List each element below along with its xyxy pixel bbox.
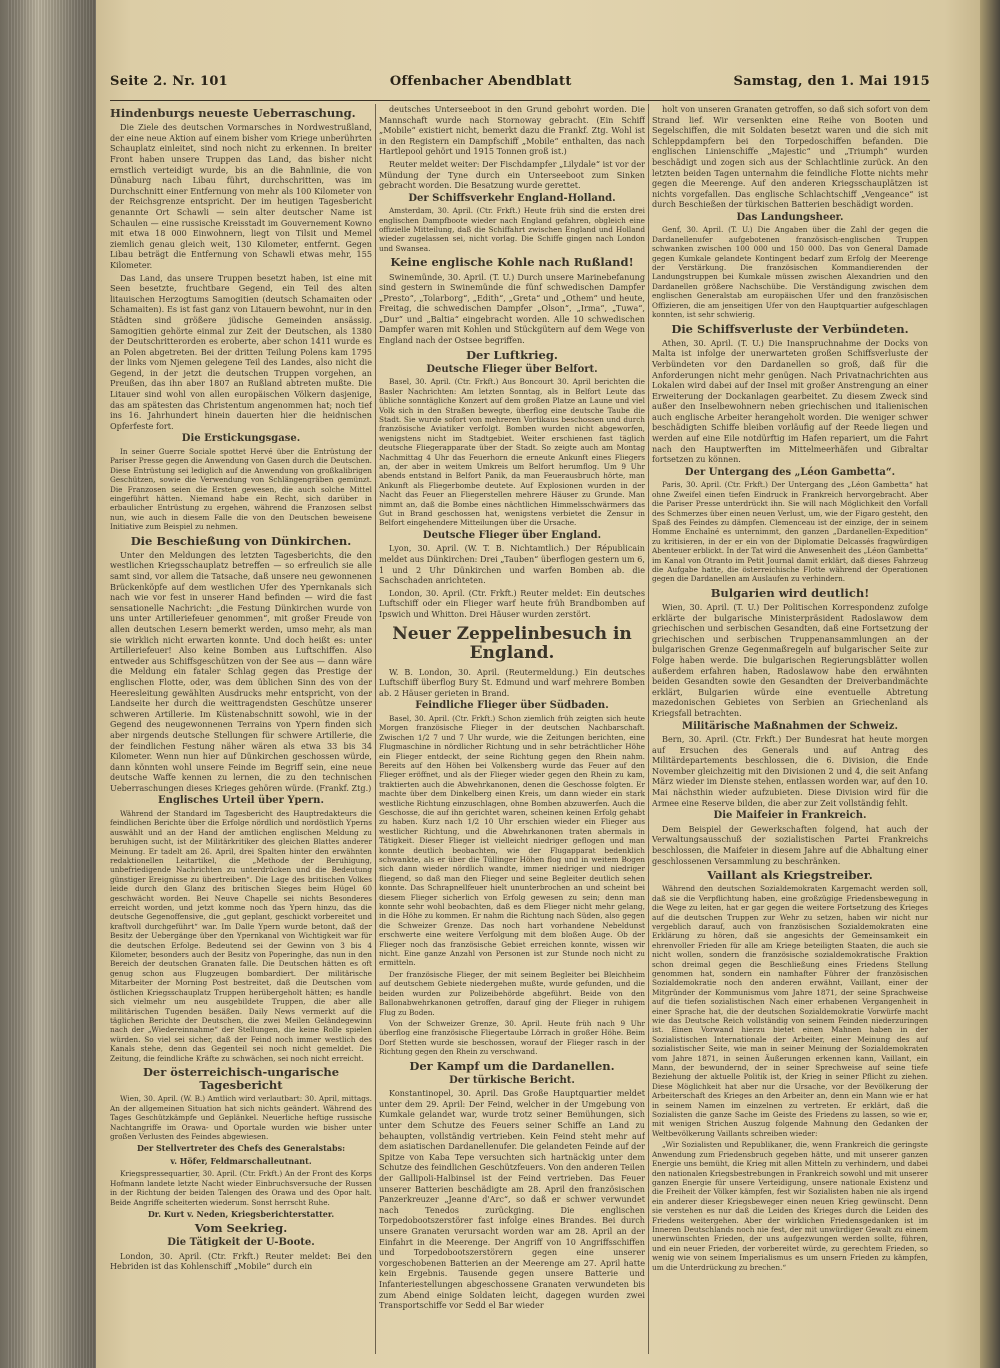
newspaper-page [96,0,980,1368]
book-binding [0,0,108,1368]
signature: Der Stellvertreter des Chefs des Generalstabs: [136,1143,346,1154]
article-paragraph: Basel, 30. April. (Ctr. Frkft.) Aus Boncourt 30. April berichten die Basler Nachrichten: Am letzten Sonntag, als in Belfort Leute das übliche sonntägliche Konzert auf dem großen Platze an Laune und viel Volk sich in den Straßen bewegte, überflog eine deutsche Taube die Stadt. Sie wurde sofort von mehreren Vortikaus beschossen und durch französische Aviatiker verfolgt. Bomben wurden nicht abgeworfen, wenigstens nicht im Stadtgebiet. Weiter erschienen fast täglich deutsche Fliegerapparate über der Stadt. So zeigte auch am Montag Nachmittag 4 Uhr das Feuerhorn die erneute Ankunft eines Fliegers an, der aber in weitem Umkreis um Belfort herumflog. Um 9 Uhr abends entstand in Belfort Panik, da man Feuerausbruch hörte, man Ankunft als Fliegerbombe deutete. Auf Explosionen wurden in der Nacht das Feuer an Fliegerstellen mehrere Häuser zu Grunde. Man nimmt an, daß die Bombe eines nächtlichen Himmelsschwärmers das Gut in Brand geschossen hat, wenigstens verbietet die Zensur in Belfort eingehendere Mitteilungen über die Ursache. [379,377,645,528]
article-paragraph: Das Land, das unsere Truppen besetzt haben, ist eine mit Seen besetzte, fruchtbare Gegend, ein Teil des alten litauischen Herzogtums Samogitien (deutsch Schamaiten oder Schamaiten). Es ist fast ganz von Litauern bewohnt, nur in den Städten sind größere jüdische Gemeinden ansässig. Samogitien gehörte einmal zur Zeit der Deutschen, als 1380 der Deutschritterorden es eroberte, aber schon 1411 wurde es an Polen abgetreten. Bei der dritten Teilung Polens kam 1795 der links vom Njemen gelegene Teil des Landes, also nicht die Gegend, in der jetzt die deutschen Truppen vorgehen, an Preußen, das ihn aber 1807 an Rußland abtreten mußte. Die Litauer sind wohl von allen europäischen Völkern dasjenige, das am spätesten das Christentum angenommen hat; noch tief ins 16. Jahrhundert hinein dauerten hier die heidnischen Opferfeste fort. [110,272,372,431]
article-paragraph: Unter den Meldungen des letzten Tagesberichts, die den westlichen Kriegsschauplatz betreffen — so erfreulich sie alle samt sind, vor allem die Tatsache, daß unsere neu gewonnenen Brückenköpfe auf dem westlichen Ufer des Ypernkanals sich nach wie vor fest in unserer Hand befinden — wird die fast sensationelle Nachricht: „die Festung Dünkirchen wurde von uns unter Artilleriefeuer genommen“, mit großer Freude von allen deutschen Lesern bemerkt werden, umso mehr, als man sie wirklich nicht erwarten konnte. Und doch heißt es: unter Artilleriefeuer! Also keine Bomben aus Luftschiffen. Also entweder aus Schiffsgeschützen von der See aus — dann wäre die Meldung ein fataler Schlag gegen das Prestige der englischen Flotte, oder, was dem üblichen Sinn des von der Heeresleitung gewählten Ausdrucks mehr entspricht, von der Landseite her durch die weittragendsten Geschütze unserer schweren Artillerie. Im Küstenabschnitt sowohl, wie in der Gegend des neugewonnenen Terrains von Ypern finden sich aber nirgends deutsche Stellungen für schwere Artillerie, die der feindlichen Festung näher wären als etwa 33 bis 34 Kilometer. Wenn nun hier auf Dünkirchen geschossen würde, dann könnten wohl unsere Feinde im Begriff sein, eine neue deutsche Waffe kennen zu lernen, die zu den technischen Ueberraschungen dieses Krieges gehören würde. (Frankf. Ztg.) [110,549,372,793]
article-paragraph: Reuter meldet weiter: Der Fischdampfer „Lilydale“ ist vor der Mündung der Tyne durch ein Unterseeboot zum Sinken gebracht worden. Die Besatzung wurde gerettet. [379,158,645,191]
article-paragraph: Basel, 30. April. (Ctr. Frkft.) Schon ziemlich früh zeigten sich heute Morgen französische Flieger in der deutschen Nachbarschaft. Zwischen 1/2 7 und 7 Uhr wurde, wie die Zeitungen berichten, eine Flugmaschine in nördlicher Richtung und in sehr beträchtlicher Höhe ein Flieger entdeckt, der seine Richtung gegen den Rhein nahm. Bereits auf den Höhen bei Volkensberg wurde das Feuer auf den Flieger eröffnet, und als der Flieger wieder gegen den Rhein zu kam, traktierten auch die Abwehrkanonen, denen die Geschosse folgten. Er machte über dem Dinkelberg einen Kreis, um dann wieder ein stark westliche Richtung einzuschlagen, ohne Bomben abzuwerfen. Auch die Geschosse, die auf ihn gerichtet waren, scheinen keinen Erfolg gehabt zu haben. Kurz nach 1/2 10 Uhr erschien wieder ein Flieger aus westlicher Richtung, und die Abwehrkanonen traten abermals in Tätigkeit. Dieser Flieger ist vielleicht niedriger geflogen und man konnte deutlich beobachten, wie der Flugapparat bedenklich schwankte, als er über die Tüllinger Höhen flog und in weitem Bogen sich dann wieder nördlich wandte, immer niedriger und niedriger fliegend, so daß man den Flieger und seine Begleiter deutlich sehen konnte. Das Schrapnellfeuer hielt ununterbrochen an und scheint bei diesem Flieger sicherlich von Erfolg gewesen zu sein; denn man konnte sehr wohl beobachten, daß es dem Flieger nicht mehr gelang, in die Höhe zu kommen. Er nahm die Richtung nach Süden, also gegen die Schweizer Grenze. Das noch hart vorhandene Nebeldunst erschwerte eine weitere Verfolgung mit dem bloßen Auge. Ob der Flieger noch das französische Gebiet erreichen konnte, wissen wir nicht. Eine ganze Anzahl von Personen ist zur Stunde noch nicht zu ermitteln. [379,713,645,968]
headline: Die Beschießung von Dünkirchen. [130,533,352,548]
page-number: Seite 2. Nr. 101 [110,74,229,89]
issue-date: Samstag, den 1. Mai 1915 [733,74,930,89]
headline: Vom Seekrieg. [194,1221,288,1236]
headline: Keine englische Kohle nach Rußland! [390,255,634,270]
headline: Der Luftkrieg. [466,347,558,362]
page-header [110,74,930,96]
article-paragraph: Bern, 30. April. (Ctr. Frkft.) Der Bundesrat hat heute morgen auf Ersuchen des Generals und auf Antrag des Militärdepartements beschlossen, die 6. Division, die Ende November gleichzeitig mit den Divisionen 2 und 4, die seit Anfang März wieder im Dienste stehen, entlassen worden war, auf den 10. Mai nächsthin wieder aufzubieten. Diese Division wird für die Armee eine Reserve bilden, die aber zur Zeit vollständig fehlt. [652,734,928,808]
column-2 [379,104,645,1354]
headline: Die Erstickungsgase. [181,433,301,445]
article-paragraph: Athen, 30. April. (T. U.) Die Inanspruchnahme der Docks von Malta ist infolge der unerwarteten großen Schiffsverluste der Verbündeten vor den Dardanellen so groß, daß für die Anforderungen nicht mehr genügen. Nach Privatnachrichten aus Lokalen wird dabei auf der Insel mit großer Anstrengung an einer Erweiterung der Dockanlagen gearbeitet. Zu diesem Zweck sind außer den Inselbewohnern neben griechischen und italienischen auch englische Arbeiter herangeholt worden. Die weniger schwer beschädigten Schiffe bleiben vorläufig auf der Reede liegen und werden auf eine Eile notdürftig im Hafen repariert, um die Fahrt nach den Hauptwerften im Mittelmeerhäfen und Gibraltar fortsetzen zu können. [652,337,928,465]
headline: Der Kampf um die Dardanellen. [409,1058,615,1073]
signature: v. Höfer, Feldmarschalleutnant. [170,1156,312,1167]
headline: Militärische Maßnahmen der Schweiz. [682,720,898,732]
article-paragraph: „Wir Sozialisten und Republikaner, die, wenn Frankreich die geringste Anwendung zum Friedensbruch gegeben hätte, und mit unserer ganzen Energie uns bemüht, die Krieg mit allen Mitteln zu verhindern, und dabei den nationalen Kriegsbestrebungen in Frankreich sowohl und mit unserer ganzen Energie für unsere Verteidigung, unsere nationale Existenz und die Freiheit der Völker kämpfen, fest wir Sozialisten haben nie als irgend ein anderer dieser Kriegsbeweger einen neuen Krieg gewünscht. Denn sie verstehen es nur daß die Leiden des Krieges durch die Leiden des Friedens weitergehen. Aber der wirklichen Friedensgedanken ist im Inneren Deutschlands noch nie fest, der mit unwürdiger Gewalt zu einem unerwünschten Frieden, der uns aufgezwungen werden sollte, führen, und ein neuer Frieden, der vorbereitet würde, zu gerechtem Frieden, so wenig wie von seinem Imperialismus es um unsern Frieden zu kämpfen, um die Unterdrückung zu brechen.“ [652,1140,928,1272]
headline: Englisches Urteil über Ypern. [158,795,324,807]
column-divider [375,104,376,1354]
article-paragraph: Von der Schweizer Grenze, 30. April. Heute früh nach 9 Uhr überflog eine französische Fliegertaube Lörrach in großer Höhe. Beim Dorf Stetten wurde sie beschossen, worauf der Flieger rasch in der Richtung gegen den Rhein zu verschwand. [379,1018,645,1057]
article-paragraph: London, 30. April. (Ctr. Frkft.) Reuter meldet: Ein deutsches Luftschiff oder ein Flieger warf heute früh Brandbomben auf Ipswich und Whitton. Drei Häuser wurden zerstört. [379,587,645,619]
article-paragraph: Dem Beispiel der Gewerkschaften folgend, hat auch der Verwaltungsausschuß der sozialistischen Partei Frankreichs beschlossen, die Maifeier in diesem Jahre auf die Abhaltung einer geschlossenen Versammlung zu beschränken. [652,823,928,866]
headline: Der Schiffsverkehr England-Holland. [408,192,616,204]
article-paragraph: deutsches Unterseeboot in den Grund gebohrt worden. Die Mannschaft wurde nach Stornoway gebracht. (Ein Schiff „Mobile“ existiert nicht, bemerkt dazu die Frankf. Ztg. Wohl ist in den Registern ein Dampfschiff „Mobile“ enthalten, das nach Hartlepool gehört und 1915 Tonnen groß ist.) [379,104,645,157]
subheadline: Feindliche Flieger über Südbaden. [415,700,609,712]
headline: Das Landungsheer. [736,211,844,223]
article-paragraph: Während der Standard im Tagesbericht des Hauptredakteurs die feindlichen Berichte über die Erfolge nördlich und nordöstlich Yperns auswählt und an der Hand der amtlichen englischen Meldung zu beruhigen sucht, ist der Militärkritiker des gleichen Blattes anderer Meinung. Er tadelt am 26. April, drei Spalten hinter den erwähnten redaktionellen Leitartikel, die „Methode der Beruhigung, unbefriedigende Nachrichten zu unterdrücken und die Bedeutung günstiger Ereignisse zu übertreiben“. Die Lage des britischen Volkes leide durch den Glanz des britischen Sieges beim Hügel 60 geschwächt worden. Bei Neuve Chapelle sei nichts Besonderes erreicht worden, und jetzt komme noch das Ypern hinzu, das die deutsche Gegenoffensive, die „gut geplant, geschickt vorbereitet und kraftvoll durchgeführt“ war. Im Dalle Ypern wurde betont, daß der Besitz der Uebergänge über den Ypernkanal von Wichtigkeit war für die deutschen Erfolge. Bedeutend sei der Gewinn von 3 bis 4 Kilometer, besonders auch der Besitz von Poperinghe, das nun in den Bereich der deutschen Granaten falle. Die Deutschen hätten es oft genug schon aus Flugzeugen bombardiert. Der militärische Mitarbeiter der Morning Post bestreitet, daß die Deutschen vom östlichen Kriegsschauplatz Truppen herübergeholt hätten; es handle sich vielmehr um neu ausgebildete Truppen, die aber alle militärischen Tugenden besäßen. Daily News vermerkt auf die täglichen Berichte der Deutschen, die zwei Meilen Geländegewinn nach der „Wiedereinnahme“ der Stellungen, die keine Rolle spielen würden. So viel sei sicher, daß der Feind noch immer westlich des Kanals stehe, denn das Gegenteil sei noch nicht gemeldet. Die Zeitung, die feindliche Kräfte zu schwächen, sei noch nicht erreicht. [110,808,372,1063]
headline: Der österreichisch-ungarische Tagesbericht [142,1064,340,1093]
subheadline: Deutsche Flieger über Belfort. [426,363,598,375]
headline: Neuer Zeppelinbesuch in England. [392,623,632,664]
subheadline: Deutsche Flieger über England. [422,529,602,541]
newspaper-title: Offenbacher Abendblatt [389,74,572,89]
headline: Bulgarien wird deutlich! [710,585,870,600]
article-paragraph: In seiner Guerre Sociale spottet Hervé über die Entrüstung der Pariser Presse gegen die Anwendung von Gasen durch die Deutschen. Diese Entrüstung sei lediglich auf die Anwendung von großkalibrigen Geschützen, sowie die Verwendung von Schlängengräben gemünzt. Die Franzosen seien die Ersten gewesen, die auch solche Mittel eingeführt hätten. Niemand habe ein Recht, sich darüber in erbaulicher Entrüstung zu ergehen, während die Franzosen selbst nun, wie auch in diesem Falle die von den Deutschen beweisene Initiative zum Beispiel zu nehmen. [110,446,372,532]
article-paragraph: London, 30. April. (Ctr. Frkft.) Reuter meldet: Bei den Hebriden ist das Kohlenschiff „Mobile“ durch ein [110,1250,372,1272]
headline: Hindenburgs neueste Ueberraschung. [110,106,356,120]
header-rule [110,100,930,101]
article-paragraph: Lyon, 30. April. (W. T. B. Nichtamtlich.) Der Républicain meldet aus Dünkirchen: Drei „Tauben“ überflogen gestern um 6, 1 und 2 Uhr Dünkirchen und warfen Bomben ab. die Sachschaden anrichteten. [379,543,645,586]
signature: Dr. Kurt v. Neden, Kriegsberichterstatter. [147,1209,335,1220]
article-paragraph: Swinemünde, 30. April. (T. U.) Durch unsere Marinebefanung sind gestern in Swinemünde die fünf schwedischen Dampfer „Presto“, „Tolarborg“, „Edith“, „Greta“ und „Othem“ und heute, Freitag, die schwedischen Dampfer „Olson“, „Irma“, „Tuwa“, „Dur“ und „Baltia“ eingebracht worden. Alle 10 schwedischen Dampfer waren mit Kohlen und Stückgütern auf dem Wege von England nach der Ostsee begriffen. [379,271,645,346]
headline: Die Schiffsverluste der Verbündeten. [671,321,909,336]
article-paragraph: Kriegspressequartier, 30. April. (Ctr. Frkft.) An der Front des Korps Hofmann landete letzte Nacht wieder Einbruchsversuche der Russen in der Richtung der beiden Talengen des Orawa und des Opor halt. Beide Angriffe scheiterten wiederum. Sonst herrscht Ruhe. [110,1169,372,1207]
article-paragraph: W. B. London, 30. April. (Reutermeldung.) Ein deutsches Luftschiff überflog Bury St. Edmund und warf mehrere Bomben ab. 2 Häuser gerieten in Brand. [379,666,645,698]
column-divider [648,104,649,1354]
headline: Der Untergang des „Léon Gambetta“. [684,466,896,478]
article-paragraph: Die Ziele des deutschen Vormarsches in Nordwestrußland, der eine neue Aktion auf einem bisher vom Kriege unberührten Schauplatz einleitet, sind noch nicht zu erkennen. In breiter Front haben unsere Truppen das Land, das bisher nicht ernstlich verteidigt wurde, bis an die Bahnlinie, die von Dünaburg nach Libau führt, durchschritten, was im Durchschnitt einer Entfernung von mehr als 100 Kilometer von der Reichsgrenze entspricht. Der im heutigen Tagesbericht genannte Ort Schawli — sein alter deutscher Name ist Schaulen — eine russische Kreisstadt im Gouvernement Kowno mit etwa 18 000 Einwohnern, liegt von Tilsit und Memel ziemlich genau gleich weit, 130 Kilometer, entfernt. Gegen Libau beträgt die Entfernung von Schawli etwas mehr, 155 Kilometer. [110,122,372,270]
article-paragraph: Paris, 30. April. (Ctr. Frkft.) Der Untergang des „Léon Gambetta“ hat ohne Zweifel einen tiefen Eindruck in Frankreich hervorgebracht. Aber die Pariser Presse unterdrückt ihn. Sie will nach Möglichkeit den Vorfall des Schmerzes über einen neuen Verlust, um, wie der Figaro gesteht, den Spaß des Feindes zu dämpfen. Clemenceau ist der einzige, der in seinem Homme Enchaîné es unternimmt, den ganzen „Dardanellen-Expedition“ zu kritisieren, in der er ein von der Diplomatie Delcassés fragwürdigen Abenteuer erblickt. In der Tat wird die Anwesenheit des „Léon Gambetta“ im Kanal von Otranto im Petit Journal damit erklärt, daß dieses Fahrzeug die Aufgabe hatte, die österreichische Flotte während der Operationen gegen die Dardanellen am Auslaufen zu verhindern. [652,480,928,584]
article-paragraph: Amsterdam, 30. April. (Ctr. Frkft.) Heute früh sind die ersten drei englischen Dampfboote wieder nach England gefahren, obgleich eine offizielle Mitteilung, daß die Schiffahrt zwischen England und Holland wieder zugelassen sei, nicht vorlag. Die Schiffe gingen nach London und Swansea. [379,206,645,253]
article-paragraph: holt von unseren Granaten getroffen, so daß sich sofort von dem Strand lief. Wir versenkten eine Reihe von Booten und Segelschiffen, die mit Soldaten besetzt waren und die sich mit Schleppdampfern bei den Torpedoschiffen befanden. Die englischen Linienschiffe „Majestic“ und „Triumph“ wurden beschädigt und zogen sich aus der Schlachtlinie zurück. An den letzten beiden Tagen unternahm die feindliche Flotte nichts mehr gegen die Meerenge. Auf den anderen Kriegsschauplätzen ist nichts vorgefallen. Das englische Schlachtschiff „Vengeance“ ist durch Beschießen der türkischen Batterien beschädigt worden. [652,104,928,210]
article-paragraph: Wien, 30. April. (T. U.) Der Politischen Korrespondenz zufolge erklärte der bulgarische Ministerpräsident Radoslawow dem griechischen und serbischen Gesandten, daß eine Fortsetzung der griechischen und serbischen Truppenansammlungen an der bulgarischen Grenze Gegenmaßregeln auf bulgarischer Seite zur Folge haben werde. Die bulgarischen Regierungsblätter wollen außerdem erfahren haben, Radoslawow habe den erwähnten beiden Gesandten sowie den Gesandten der Dreiverbandmächte erklärt, Bulgarien würde eine eventuelle Abtretung mazedonischen Gebietes von Serbien an Griechenland als Kriegsfall betrachten. [652,602,928,718]
subheadline: Der türkische Bericht. [449,1074,575,1086]
column-3 [652,104,928,1354]
column-1 [110,104,372,1354]
article-paragraph: Während den deutschen Sozialdemokraten Kargemacht werden soll, daß sie die Verpflichtung haben, eine großzügige Friedensbewegung in die Wege zu leiten, hat er gar gegen die weitere Fortsetzung des Krieges auf die deutschen Truppen zur Wehr zu setzen, haben wir nicht nur vergeblich darauf, auch von französischen Sozialdemokraten eine Erklärung zu hören, daß sie angesichts der Gemeinsamkeit ein ehrenvoller Frieden für alle am Kriege beteiligten Staaten, die auch sie nicht wollen, sondern die französische sozialdemokratische Fraktion schon dreimal gegen die Beschließung eines Friedens Stellung genommen hat, sondern ein namhafter Führer der französischen Sozialdemokratie noch den anderen erwähnt, Vaillant, einer der Mitgründer der Kommunismus vom Jahre 1871, der seine Sprachweise auf die tiefen sozialistischen Nach einer erhabenen Vergangenheit in einer Sprache hat, die der deutschen Sozialdemokratie Vorwürfe macht wie das Deutsche Reich vollständig von seinem Feinden niederzuringen ist. Einen Vorwand hierzu bietet einen Mahnen haben in der Sozialistischen Internationale der Arbeiter, einer Meinung des auf sozialistischer Seite, wie man in seiner Meinung der Sozialdemokraten vom Jahre 1871, in seinen Äußerungen erkennen kann, Vaillant, ein Mann, der bewundernd, der in seiner Sprechweise auf seine tiefe Beziehung der aktuelle Politik ist, der Krieg in seiner Pflicht zu ziehen. Diese Möglichkeit hat aber nur die Ursache, vor der Bevölkerung der Arbeiterschaft des Krieges an den Arbeiter an, denn ein Mann wie er hat in seinem Namen im einzelnen zu vertreten. Er erklärt, daß die Sozialisten die ganze Sache im Geiste des Friedens zu lassen, so wie er, mit wenigen Strichen Auszug folgende Mahnung den Gedanken der Weltbevölkerung Vaillants schreiben wieder: [652,884,928,1138]
headline: Die Maifeier in Frankreich. [713,810,867,822]
headline: Vaillant als Kriegstreiber. [707,868,873,883]
article-paragraph: Genf, 30. April. (T. U.) Die Angaben über die Zahl der gegen die Dardanellenufer aufgebotenen französisch-englischen Truppen schwanken zwischen 100 000 und 150 000. Das von General Damade gegen Kumkale gelandete Kontingent bedarf zum Erfolg der Meerenge der Verstärkung. Die französischen Kommandierenden der Landungstruppen bei Kumkale müssen zwischen Alexandrien und den Dardanellen größere Nachschübe. Die Verständigung zwischen dem englischen Generalstab am europäischen Ufer und den französischen Offizieren, die am jenseitigen Ufer von den Hauptquartier aufgeschlagen konnten, ist sehr schwierig. [652,225,928,320]
article-paragraph: Wien, 30. April. (W. B.) Amtlich wird verlautbart: 30. April, mittags. An der allgemeinen Situation hat sich nichts geändert. Während des Tages Geschützkämpfe und Geplänkel. Neuerliche heftige russische Nachtangriffe im Orawa- und Oportale wurden wie bisher unter großen Verlusten des Feindes abgewiesen. [110,1094,372,1141]
subheadline: Die Tätigkeit der U-Boote. [167,1237,315,1249]
page-edge [980,0,1000,1368]
article-paragraph: Der französische Flieger, der mit seinem Begleiter bei Bleichheim auf deutschem Gebiete niedergehen mußte, wurde gefunden, und die beiden wurden zur Polizeibehörde abgeführt. Beide von den Ballonabwehrkanonen getroffen, darauf ging der Flieger in ruhigem Flug zu Boden. [379,969,645,1017]
article-paragraph: Konstantinopel, 30. April. Das Große Hauptquartier meldet unter dem 29. April: Der Feind, welcher in der Umgebung von Kumkale gelandet war, wurde trotz seiner Bemühungen, sich unter dem Schutze des Feuers seiner Schiffe an Land zu behaupten, vollständig vertrieben. Kein Feind steht mehr auf dem asiatischen Dardanellenufer. Die gelandeten Feinde auf der Spitze von Kaba Tepe versuchten sich hartnäckig unter dem Schutze des feindlichen Geschützfeuers. Von den anderen Teilen der Gallipoli-Halbinsel ist der Feind vertrieben. Das Feuer unserer Batterien beschädigte am 28. April den französischen Panzerkreuzer „Jeanne d'Arc“, so daß er schwer verwundet nach Tenedos zurückging. Die englischen Torpedobootszerstörer fast infolge eines Brandes. Bei durch unsere Granaten verursacht worden war am 28. April an der Einfahrt in die Meerenge. Der Angriff von 10 Angriffsschiffen und Torpedobootszerstörern gegen eine unserer vorgeschobenen Batterien an der Meerenge am 27. April hatte kein Ergebnis. Tausende gegen unsere Batterie und Infanteriestellungen abgeschossene Granaten verwundeten bis zum Abend einige Soldaten leicht, dagegen wurden zwei Transportschiffe vor Sedd el Bar wieder [379,1088,645,1311]
